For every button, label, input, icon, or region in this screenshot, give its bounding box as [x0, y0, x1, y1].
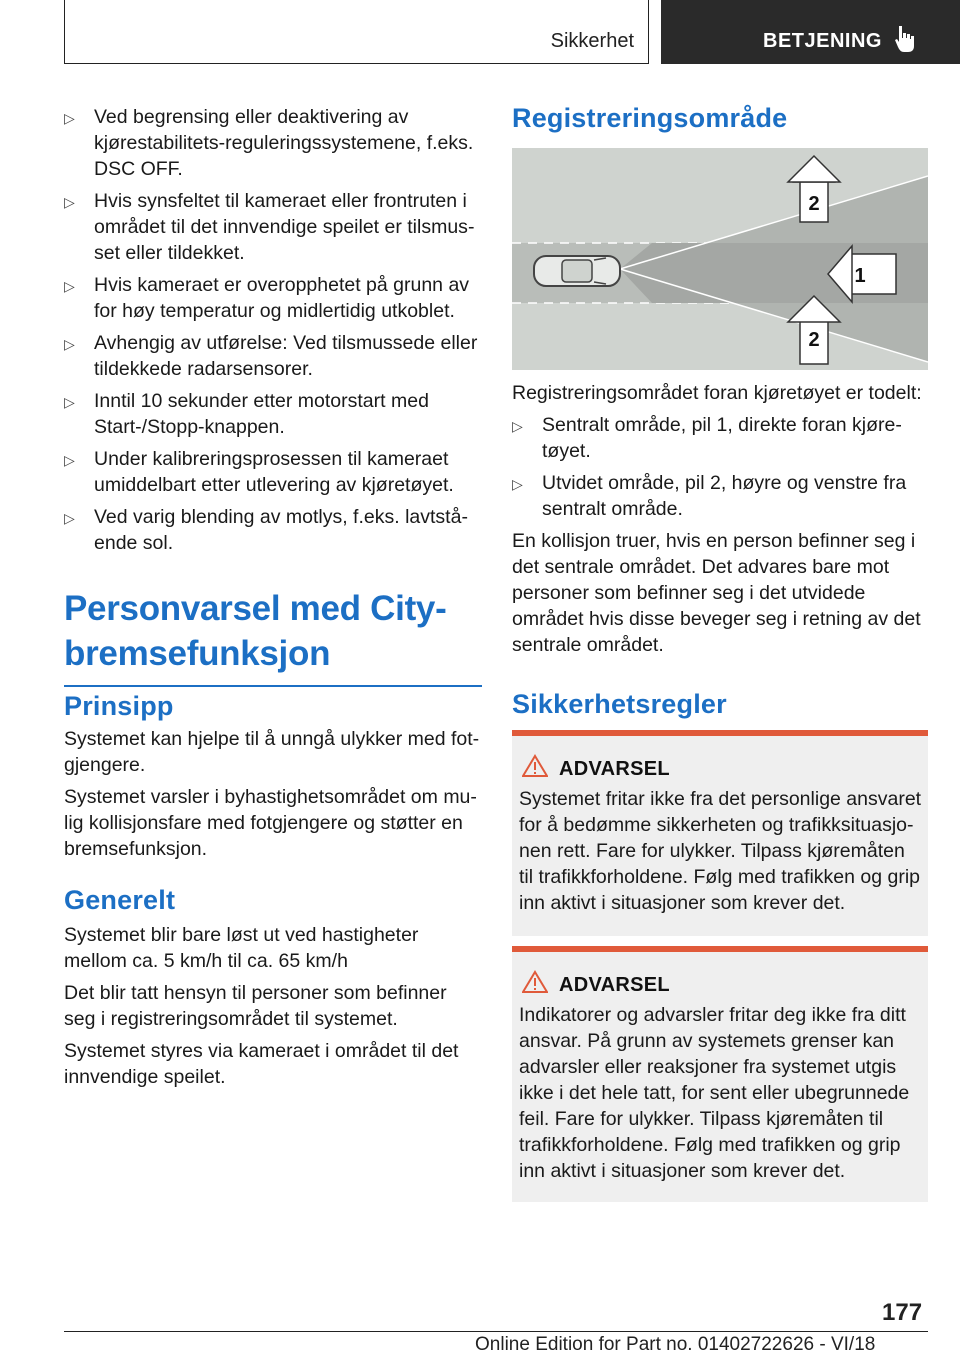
triangle-bullet-icon: ▷ [64, 510, 75, 526]
triangle-bullet-icon: ▷ [64, 452, 75, 468]
triangle-bullet-icon: ▷ [64, 278, 75, 294]
safety-heading: Sikkerhetsregler [512, 689, 727, 719]
generelt-paragraph-3: Systemet styres via kameraet i området til det innvendige speilet. [64, 1040, 459, 1088]
registrering-heading: Registreringsområde [512, 103, 788, 133]
list-item: ▷ Hvis kameraet er overopphetet på grunn av for høy temperatur og midlertidig utkoblet. [64, 274, 470, 322]
warning-box-1 [512, 730, 928, 936]
warning-title-row [512, 972, 928, 1000]
list-item: ▷ Avhengig av utførelse: Ved tilsmussede eller tildekkede radarsensorer. [64, 332, 478, 380]
warning-title: ADVARSEL [559, 758, 670, 780]
prinsipp-block [64, 690, 482, 862]
header-section-box [64, 0, 649, 64]
collision-paragraph: En kollisjon truer, hvis en person befinner seg i det sentrale området. Det advares bare mot personer som befinner seg i det utvidede området hvis disse beveger seg i retning av det sentrale området. [512, 530, 921, 656]
list-item: ▷ Utvidet område, pil 2, høyre og venstre fra sentralt område. [512, 472, 907, 520]
list-item: ▷ Ved begrensing eller deaktivering av kjørestabilitets-reguleringssystemene, f.eks. DSC OFF. [64, 106, 474, 180]
section-title-block [64, 586, 482, 687]
triangle-bullet-icon: ▷ [512, 476, 523, 492]
warning-title-row [512, 756, 928, 784]
triangle-bullet-icon: ▷ [64, 194, 75, 210]
heading-rule [64, 685, 482, 687]
page-number: 177 [882, 1299, 923, 1326]
car-icon [534, 256, 620, 286]
footer-rule [64, 1331, 928, 1332]
section-title: Sikkerhet [550, 30, 634, 52]
footer-edition: Online Edition for Part no. 01402722626 - VI/18 [475, 1334, 876, 1355]
registrering-heading-block [512, 102, 928, 134]
section-heading: Personvarsel med City- bremsefunksjon [64, 589, 447, 673]
header-chapter-box [661, 0, 960, 64]
left-column [64, 104, 482, 562]
triangle-bullet-icon: ▷ [64, 394, 75, 410]
condition-list [64, 104, 482, 556]
list-item: ▷ Sentralt område, pil 1, direkte foran kjøretøyet. [512, 414, 902, 462]
chapter-title: BETJENING [763, 30, 882, 52]
pointing-hand-icon [894, 24, 920, 54]
registrering-intro: Registreringsområdet foran kjøretøyet er todelt: [512, 382, 922, 404]
warning-text: Indikatorer og advarsler fritar deg ikke fra ditt ansvar. På grunn av systemets grenser kan advarsler eller reaksjoner fra systemet utgis ikke i det hele tatt, for sent eller ubegrunnede feil. Fare for ulykker. Tilpass kjøremåten til trafikkforholdene. Følg med trafikken og grip inn aktivt i situasjoner som krever det. [519, 1004, 910, 1182]
prinsipp-paragraph-1: Systemet kan hjelpe til å unngå ulykker med fotgjengere. [64, 728, 480, 776]
triangle-bullet-icon: ▷ [64, 110, 75, 126]
arrow-label-top: 2 [808, 193, 820, 215]
list-item: ▷ Inntil 10 sekunder etter motorstart med Start-/Stopp-knappen. [64, 390, 429, 438]
arrow-label-bottom: 2 [808, 329, 820, 351]
warning-box-2 [512, 946, 928, 1202]
generelt-heading: Generelt [64, 885, 176, 915]
arrow-label-middle: 1 [854, 265, 866, 287]
area-list [512, 412, 928, 522]
safety-heading-block [512, 688, 928, 720]
triangle-bullet-icon: ▷ [512, 418, 523, 434]
detection-area-diagram [512, 148, 928, 370]
generelt-paragraph-1: Systemet blir bare løst ut ved hastigheter mellom ca. 5 km/h til ca. 65 km/h [64, 924, 419, 972]
warning-triangle-icon [522, 754, 548, 778]
list-item: ▷ Hvis synsfeltet til kameraet eller frontruten i området til det innvendige speilet er tilsmusset eller tildekket. [64, 190, 475, 264]
detection-area-figure [512, 148, 928, 370]
generelt-paragraph-2: Det blir tatt hensyn til personer som befinner seg i registreringsområdet til systemet. [64, 982, 447, 1030]
warning-title: ADVARSEL [559, 974, 670, 996]
registrering-text-block [512, 380, 928, 658]
list-item: ▷ Ved varig blending av motlys, f.eks. lavtstående sol. [64, 506, 468, 554]
generelt-block [64, 884, 482, 1090]
list-item: ▷ Under kalibreringsprosessen til kameraet umiddelbart etter utlevering av kjøretøyet. [64, 448, 454, 496]
warning-triangle-icon [522, 970, 548, 994]
warning-text: Systemet fritar ikke fra det personlige ansvaret for å bedømme sikkerheten og trafikksituasjonen rett. Fare for ulykker. Tilpass kjøremåten til trafikkforholdene. Følg med trafikken og grip inn aktivt i situasjoner som krever det. [519, 788, 922, 914]
prinsipp-paragraph-2: Systemet varsler i byhastighetsområdet om mulig kollisjonsfare med fotgjengere og støtter en bremsefunksjon. [64, 786, 477, 860]
prinsipp-heading: Prinsipp [64, 691, 174, 721]
triangle-bullet-icon: ▷ [64, 336, 75, 352]
